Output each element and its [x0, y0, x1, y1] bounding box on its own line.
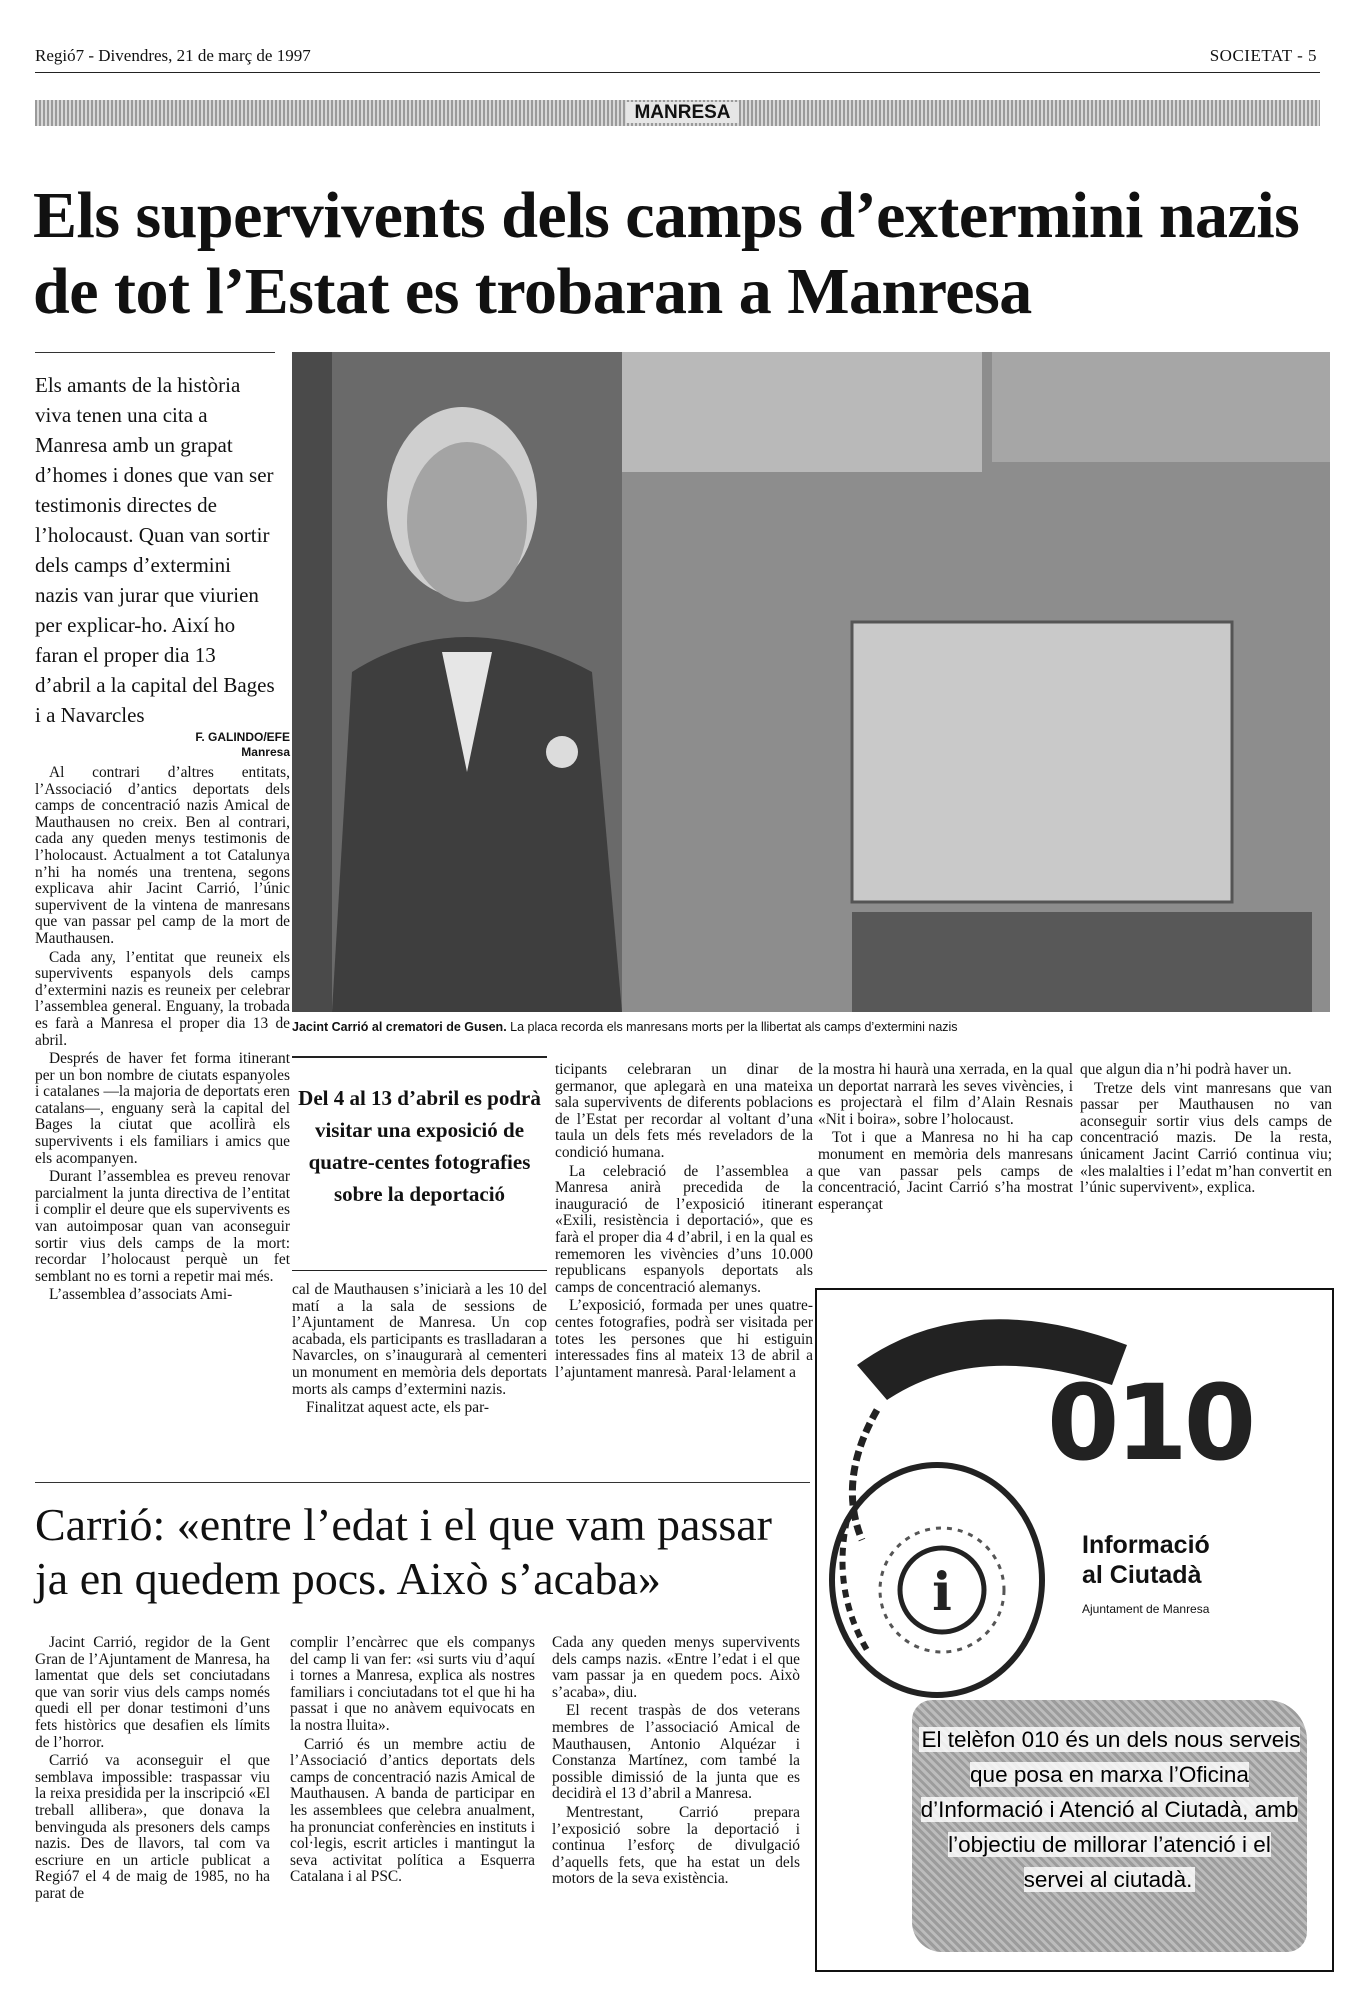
- ad-number: 010: [1047, 1362, 1253, 1484]
- header-divider: [35, 72, 1320, 73]
- paragraph: Carrió és un membre actiu de l’Associació d’antics deportats dels camps de concentració nazis Amical de Mauthausen. A banda de participar en les assemblees que celebra anualment, ha pronunciat conferències en instituts i col·legis, escrit articles i mantingut la seva activitat política a Esquerra Catalana i al PSC.: [290, 1735, 535, 1886]
- second-column-3: [552, 1635, 800, 1890]
- body-column-4: [818, 1062, 1073, 1215]
- paragraph: Al contrari d’altres entitats, l’Associació d’antics deportats dels camps de concentració nazis Amical de Mauthausen no creix. Ben al contrari, cada any queden menys testimonis de l’holocaust. Actualment a tot Catalunya n’hi ha només una trentena, segons explicava ahir Jacint Carrió, l’únic supervivent de la vintena de manresans que van passar pel camp de la mort de Mauthausen.: [35, 764, 290, 947]
- subhead-divider: [35, 1482, 810, 1483]
- subheadline: Carrió: «entre l’edat i el que vam passar ja en quedem pocs. Això s’acaba»: [35, 1499, 772, 1604]
- paragraph: L’exposició, formada per unes quatre-centes fotografies, podrà ser visitada per totes les persones que hi estiguin interessades fins al mateix 13 de abril a l’ajuntament manresà. Paral·lelament a: [555, 1297, 813, 1381]
- section-label: [0, 100, 1365, 126]
- pullquote-bottom-rule: [292, 1270, 547, 1271]
- telephone-icon: [817, 1290, 1332, 1710]
- paragraph: Després de haver fet forma itinerant per un bon nombre de ciutats espanyoles i catalanes —la majoria de deportats eren catalans—, enguany serà la capital del Bages la ciutat que acollirà els supervivents i els familiars i amics que els acompanyen.: [35, 1050, 290, 1167]
- pullquote-top-rule: [292, 1056, 547, 1058]
- paragraph: ticipants celebraran un dinar de germanor, que aplegarà en una mateixa sala supervivents de diferents poblacions de l’Estat per recordar al voltant d’una taula un dels fets més reveladors de la condició humana.: [555, 1061, 813, 1161]
- second-column-1: [35, 1635, 270, 1905]
- paragraph: Finalitzat aquest acte, els par-: [306, 1399, 490, 1417]
- paragraph: la mostra hi haurà una xerrada, en la qual un deportat narrarà les seves vivències, i es projectarà el film d’Alain Resnais «Nit i boira», sobre l’holocaust.: [818, 1061, 1073, 1128]
- body-column-3: [555, 1062, 813, 1383]
- paragraph: Jacint Carrió, regidor de la Gent Gran de l’Ajuntament de Manresa, ha lamentat que dels set conciutadans que van sorir vius dels camps només quedi ell per donar testimoni d’uns fets històrics que desafien els límits de l’horror.: [35, 1634, 270, 1751]
- pullquote: Del 4 al 13 d’abril es podrà visitar una exposició de quatre-centes fotografies sobre la deportació: [298, 1086, 541, 1206]
- ad-text-body: El telèfon 010 és un dels nous serveis que posa en marxa l’Oficina d’Informació i Atenció al Ciutadà, amb l’objectiu de millorar l’atenció i el servei al ciutadà.: [919, 1727, 1301, 1892]
- paragraph: Durant l’assemblea es preveu renovar parcialment la junta directiva de l’entitat i complir el deure que els supervivents es van autoimposar quan van aconseguir sortir vius dels camps de la mort: recordar l’holocaust perquè un fet semblant no es torni a repetir mai més.: [35, 1168, 290, 1285]
- body-column-2: [292, 1282, 547, 1419]
- ad-text: [917, 1722, 1302, 1897]
- paragraph: Cada any queden menys supervivents dels camps nazis. «Entre l’edat i el que vam passar ja en quedem pocs. Això s’acaba», diu.: [552, 1634, 800, 1701]
- paragraph: complir l’encàrrec que els companys del camp li van fer: «si surts viu d’aquí i tornes a Manresa, explica als nostres familiars i conciutadans tot el que hi ha passat i que no anàvem equivocats en la nostra lluita».: [290, 1634, 535, 1734]
- paragraph: Mentrestant, Carrió prepara l’exposició sobre la deportació i continua l’esforç de divulgació d’aquells fets, que ha estat un dels motors de la seva existència.: [552, 1803, 800, 1888]
- paragraph: L’assemblea d’associats Ami-: [49, 1286, 233, 1304]
- paragraph: Carrió va aconseguir el que semblava impossible: traspassar viu la reixa presidida per la inscripció «El treball allibera», que donava la benvinguda als presoners dels camps nazis. Des de llavors, tal com va escriure en un article publicat a Regió7 el 4 de maig de 1985, no ha parat de: [35, 1752, 270, 1902]
- photo-illustration: [292, 352, 1330, 1012]
- paragraph: Tretze dels vint manresans que van passar per Mauthausen no van aconseguir sortir vius dels camps de concentració mazis. De la resta, únicament Jacint Carrió continua viu; «les malalties i l’edat m’han convertit en l’únic supervivent», explica.: [1080, 1079, 1332, 1197]
- advertisement-010: [815, 1288, 1334, 1972]
- section-label-text: MANRESA: [626, 102, 738, 123]
- paragraph: cal de Mauthausen s’iniciarà a les 10 del matí a la sala de sessions de l’Ajuntament de Manresa. Un cop acabada, els participants es traslladaran a Navarcles, on s’inaugurarà al cementeri un monument en memòria dels deportats morts als camps d’extermini nazis.: [292, 1281, 547, 1398]
- caption-text: La placa recorda els manresans morts per la llibertat als camps d’extermini nazis: [506, 1020, 958, 1034]
- byline-place: Manresa: [241, 745, 290, 759]
- paragraph: que algun dia n’hi podrà haver un.: [1080, 1061, 1292, 1078]
- paragraph: La celebració de l’assemblea a Manresa anirà precedida de la inauguració de l’exposició itinerant «Exili, resistència i deportació», que es farà el proper dia 4 d’abril, i en la qual es rememoren les vivències d’uns 10.000 republicans espanyols deportats als camps de concentració alemanys.: [555, 1162, 813, 1296]
- ad-title-line-2: al Ciutadà: [1082, 1561, 1202, 1589]
- paragraph: El recent traspàs de dos veterans membres de l’associació Amical de Mauthausen, Antonio Alquézar i Constanza Martínez, com també la possible dimissió de la junta que es decidirà el 13 d’abril a Manresa.: [552, 1702, 800, 1803]
- byline-author: F. GALINDO/EFE: [195, 730, 290, 744]
- page-header-left: Regió7 - Divendres, 21 de març de 1997: [35, 46, 311, 65]
- ad-sponsor: Ajuntament de Manresa: [1082, 1602, 1210, 1616]
- lede-divider: [35, 352, 275, 353]
- ad-title-line-1: Informació: [1082, 1531, 1210, 1559]
- page-header-right: SOCIETAT - 5: [1209, 46, 1317, 65]
- byline: [35, 730, 290, 760]
- svg-text:i: i: [932, 1562, 952, 1623]
- body-column-1: [35, 765, 290, 1306]
- news-photo: [292, 352, 1330, 1012]
- caption-lead: Jacint Carrió al crematori de Gusen.: [292, 1020, 507, 1034]
- photo-caption: [292, 1020, 1332, 1034]
- paragraph: Cada any, l’entitat que reuneix els supervivents espanyols dels camps d’extermini nazis es reuneix per celebrar l’assemblea general. Enguany, la trobada es farà a Manresa el proper dia 13 de abril.: [35, 948, 290, 1049]
- paragraph: Tot i que a Manresa no hi ha cap monument en memòria dels manresans que van passar pels camps de concentració, Jacint Carrió s’ha mostrat esperançat: [818, 1129, 1073, 1213]
- ad-title: [1082, 1530, 1210, 1590]
- lede: Els amants de la història viva tenen una cita a Manresa amb un grapat d’homes i dones que van ser testimonis directes de l’holocaust. Quan van sortir dels camps d’extermini nazis van jurar que viurien per explicar-ho. Així ho faran el proper dia 13 d’abril a la capital del Bages i a Navarcles: [35, 373, 275, 727]
- body-column-5: [1080, 1062, 1332, 1199]
- headline: Els supervivents dels camps d’extermini nazis de tot l’Estat es trobaran a Manresa: [33, 179, 1300, 328]
- second-column-2: [290, 1635, 535, 1888]
